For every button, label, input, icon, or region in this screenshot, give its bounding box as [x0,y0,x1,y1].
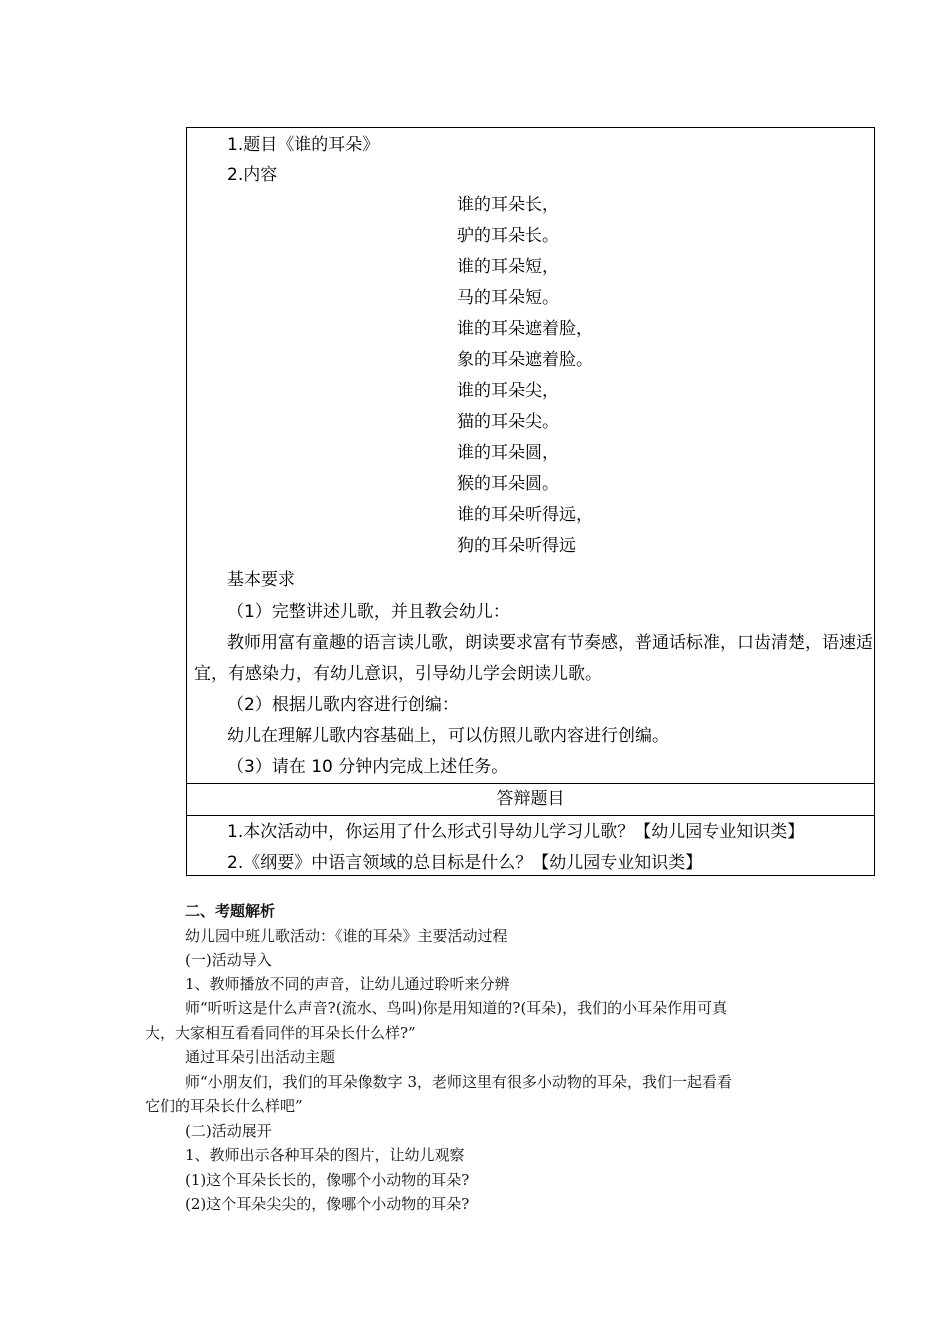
requirement-2-title: （2）根据儿歌内容进行创编： [227,695,459,715]
defense-header: 答辩题目 [496,789,565,809]
poem-line: 谁的耳朵尖， [457,381,559,401]
paragraph-cont: 它们的耳朵长什么样吧” [145,1097,303,1115]
content-label: 2.内容 [227,165,278,185]
poem-line: 狗的耳朵听得远 [457,536,576,556]
requirement-3: （3）请在 10 分钟内完成上述任务。 [227,757,509,777]
poem-line: 谁的耳朵短， [457,257,559,277]
paragraph: (1)这个耳朵长长的，像哪个小动物的耳朵? [185,1171,470,1189]
topic-title: 1.题目《谁的耳朵》 [227,135,380,155]
poem-line: 驴的耳朵长。 [457,226,559,246]
poem-line: 猴的耳朵圆。 [457,474,559,494]
requirement-1-body-cont: 宜，有感染力，有幼儿意识，引导幼儿学会朗读儿歌。 [194,664,602,684]
paragraph: 1、教师播放不同的声音，让幼儿通过聆听来分辨 [185,975,510,993]
defense-question-1: 1.本次活动中，你运用了什么形式引导幼儿学习儿歌？【幼儿园专业知识类】 [227,822,805,842]
paragraph: 通过耳朵引出活动主题 [185,1048,336,1066]
poem-line: 谁的耳朵遮着脸， [457,319,593,339]
requirement-1-body: 教师用富有童趣的语言读儿歌，朗读要求富有节奏感，普通话标准，口齿清楚，语速适 [227,633,873,653]
analysis-subtitle: 幼儿园中班儿歌活动：《谁的耳朵》主要活动过程 [185,927,508,945]
analysis-heading: 二、考题解析 [185,902,276,920]
paragraph: 师“小朋友们，我们的耳朵像数字 3，老师这里有很多小动物的耳朵，我们一起看看 [185,1073,732,1091]
question-table [186,127,875,876]
section-expand: (二)活动展开 [185,1122,272,1140]
paragraph-cont: 大，大家相互看看同伴的耳朵长什么样?” [145,1024,416,1042]
defense-question-2: 2.《纲要》中语言领域的总目标是什么？【幼儿园专业知识类】 [227,853,703,873]
requirements-title: 基本要求 [227,570,295,590]
poem [457,195,593,567]
paragraph: (2)这个耳朵尖尖的，像哪个小动物的耳朵? [185,1195,470,1213]
divider [187,815,874,816]
paragraph: 1、教师出示各种耳朵的图片，让幼儿观察 [185,1146,465,1164]
poem-line: 马的耳朵短。 [457,288,559,308]
requirement-1-title: （1）完整讲述儿歌，并且教会幼儿： [227,602,510,622]
section-intro: (一)活动导入 [185,951,272,969]
poem-line: 猫的耳朵尖。 [457,412,559,432]
poem-line: 谁的耳朵长， [457,195,559,215]
poem-line: 谁的耳朵听得远， [457,505,593,525]
poem-line: 谁的耳朵圆， [457,443,559,463]
requirement-2-body: 幼儿在理解儿歌内容基础上，可以仿照儿歌内容进行创编。 [227,726,669,746]
poem-line: 象的耳朵遮着脸。 [457,350,593,370]
divider [187,783,874,784]
paragraph: 师“听听这是什么声音?(流水、鸟叫)你是用知道的?(耳朵)，我们的小耳朵作用可真 [185,999,728,1017]
